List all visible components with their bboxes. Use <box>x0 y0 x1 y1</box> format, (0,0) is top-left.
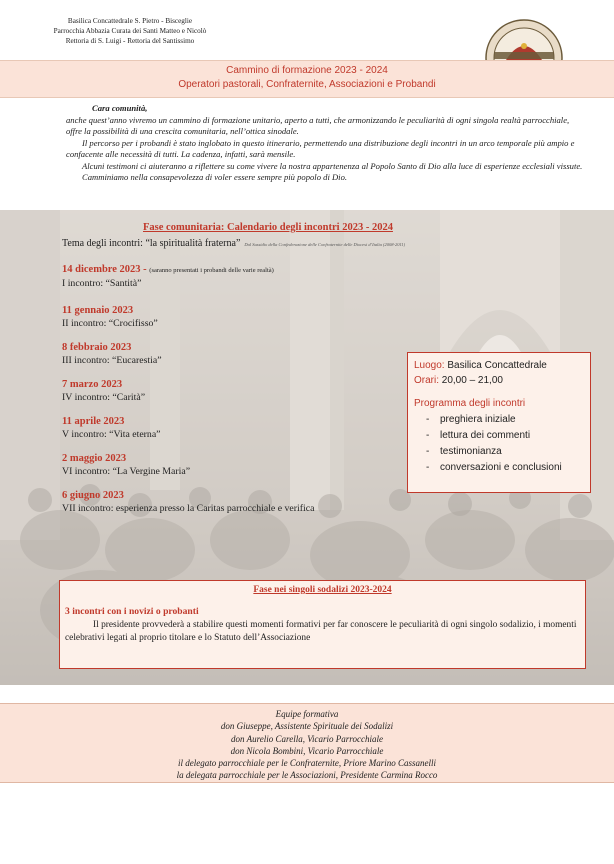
meeting-date: 6 giugno 2023 <box>62 490 124 501</box>
orari-value: 20,00 – 21,00 <box>441 375 503 386</box>
meeting-date: 14 dicembre 2023 - <box>62 264 147 275</box>
meeting-name: I incontro: “Santità” <box>62 278 142 289</box>
fase-sodalizi-box <box>59 580 586 669</box>
intro-letter <box>66 103 586 184</box>
equipe-member: don Aurelio Carella, Vicario Parrocchiale <box>231 733 383 744</box>
meeting-item <box>62 378 145 404</box>
meeting-date: 7 marzo 2023 <box>62 379 123 390</box>
meetings-theme <box>62 238 405 249</box>
intro-paragraph: anche quest’anno vivremo un cammino di formazione unitario, aperto a tutti, che armonizzando le peculiarità di ogni singola realtà parrocchiale, offre la possibilità di una crescita comunitaria, nell’ottica sinodale. <box>66 114 570 136</box>
programma-item: - testimonianza <box>426 444 584 460</box>
meeting-item <box>62 263 274 290</box>
luogo-value: Basilica Concattedrale <box>447 360 547 371</box>
meeting-item <box>62 415 161 441</box>
meeting-name: IV incontro: “Carità” <box>62 392 146 403</box>
programma-list <box>426 412 584 476</box>
equipe-member: don Nicola Bombini, Vicario Parrocchiale <box>230 745 384 756</box>
fase-sodalizi-subtitle: 3 incontri con i novizi o probanti <box>65 606 199 617</box>
meeting-item <box>62 489 314 515</box>
meeting-item <box>62 304 158 330</box>
programma-item: - lettura dei commenti <box>426 428 584 444</box>
intro-paragraph: Il percorso per i probandi è stato inglobato in questo itinerario, permettendo una distribuzione degli incontri in un arco temporale più ampio e confacente alle necessità di tutti. La cadenza, infatti, sarà mensile. <box>66 137 575 159</box>
parish-header <box>0 16 260 46</box>
programma-item: - preghiera iniziale <box>426 412 584 428</box>
programma-title: Programma degli incontri <box>414 398 526 409</box>
meeting-date: 2 maggio 2023 <box>62 453 127 464</box>
theme-source: Dal Sussidio della Confederazione delle Confraternite delle Diocesi d’Italia (2008-2011) <box>244 242 406 247</box>
greeting: Cara comunità, <box>92 103 148 113</box>
fase-sodalizi-text: Il presidente provvederà a stabilire questi momenti formativi per far conoscere le peculiarità di ogni singolo sodalizio, i momenti celebrativi legati al proprio titolare e lo Statuto dell’Associazione <box>65 620 577 643</box>
title-band <box>0 60 614 98</box>
luogo-label: Luogo: <box>414 360 445 371</box>
meeting-name: VII incontro: esperienza presso la Caritas parrocchiale e verifica <box>62 503 315 514</box>
meeting-date: 8 febbraio 2023 <box>62 342 132 353</box>
intro-paragraph: Camminiamo nella consapevolezza di voler essere sempre più popolo di Dio. <box>82 172 348 182</box>
fase-sodalizi-title: Fase nei singoli sodalizi 2023-2024 <box>253 585 392 595</box>
header-line: Parrocchia Abbazia Curata dei Santi Matteo e Nicolò <box>53 27 207 35</box>
meeting-date: 11 aprile 2023 <box>62 416 125 427</box>
equipe-formativa-band <box>0 703 614 783</box>
intro-paragraph: Alcuni testimoni ci aiuteranno a riflettere su come vivere la nostra appartenenza al Popolo Santo di Dio alla luce di esperienze ecclesiali vissute. <box>82 160 583 171</box>
meeting-item <box>62 341 162 367</box>
equipe-title: Equipe formativa <box>275 709 339 719</box>
meeting-name: III incontro: “Eucarestia” <box>62 355 162 366</box>
meeting-name: II incontro: “Crocifisso” <box>62 318 158 329</box>
meeting-item <box>62 452 190 478</box>
meeting-info-box <box>407 352 591 493</box>
meeting-name: VI incontro: “La Vergine Maria” <box>62 466 191 477</box>
meeting-date: 11 gennaio 2023 <box>62 305 134 316</box>
theme-text: Tema degli incontri: “la spiritualità fraterna” <box>62 238 241 249</box>
meeting-note: (saranno presentati i probandi delle varie realtà) <box>149 267 274 274</box>
header-line: Rettoria di S. Luigi - Rettoria del Santissimo <box>65 37 195 45</box>
meeting-name: V incontro: “Vita eterna” <box>62 429 161 440</box>
fase-comunitaria-title: Fase comunitaria: Calendario degli incontri 2023 - 2024 <box>143 222 393 233</box>
header-line: Basilica Concattedrale S. Pietro - Bisceglie <box>67 17 193 25</box>
equipe-member: don Giuseppe, Assistente Spirituale dei Sodalizi <box>220 721 394 732</box>
document-title: Cammino di formazione 2023 - 2024 <box>226 65 388 76</box>
orari-label: Orari: <box>414 375 439 386</box>
equipe-member: il delegato parrocchiale per le Confraternite, Priore Marino Cassanelli <box>177 758 437 769</box>
equipe-member: la delegata parrocchiale per le Associazioni, Presidente Carmina Rocco <box>176 770 438 781</box>
document-subtitle: Operatori pastorali, Confraternite, Associazioni e Probandi <box>178 79 436 90</box>
programma-item: - conversazioni e conclusioni <box>426 460 584 476</box>
